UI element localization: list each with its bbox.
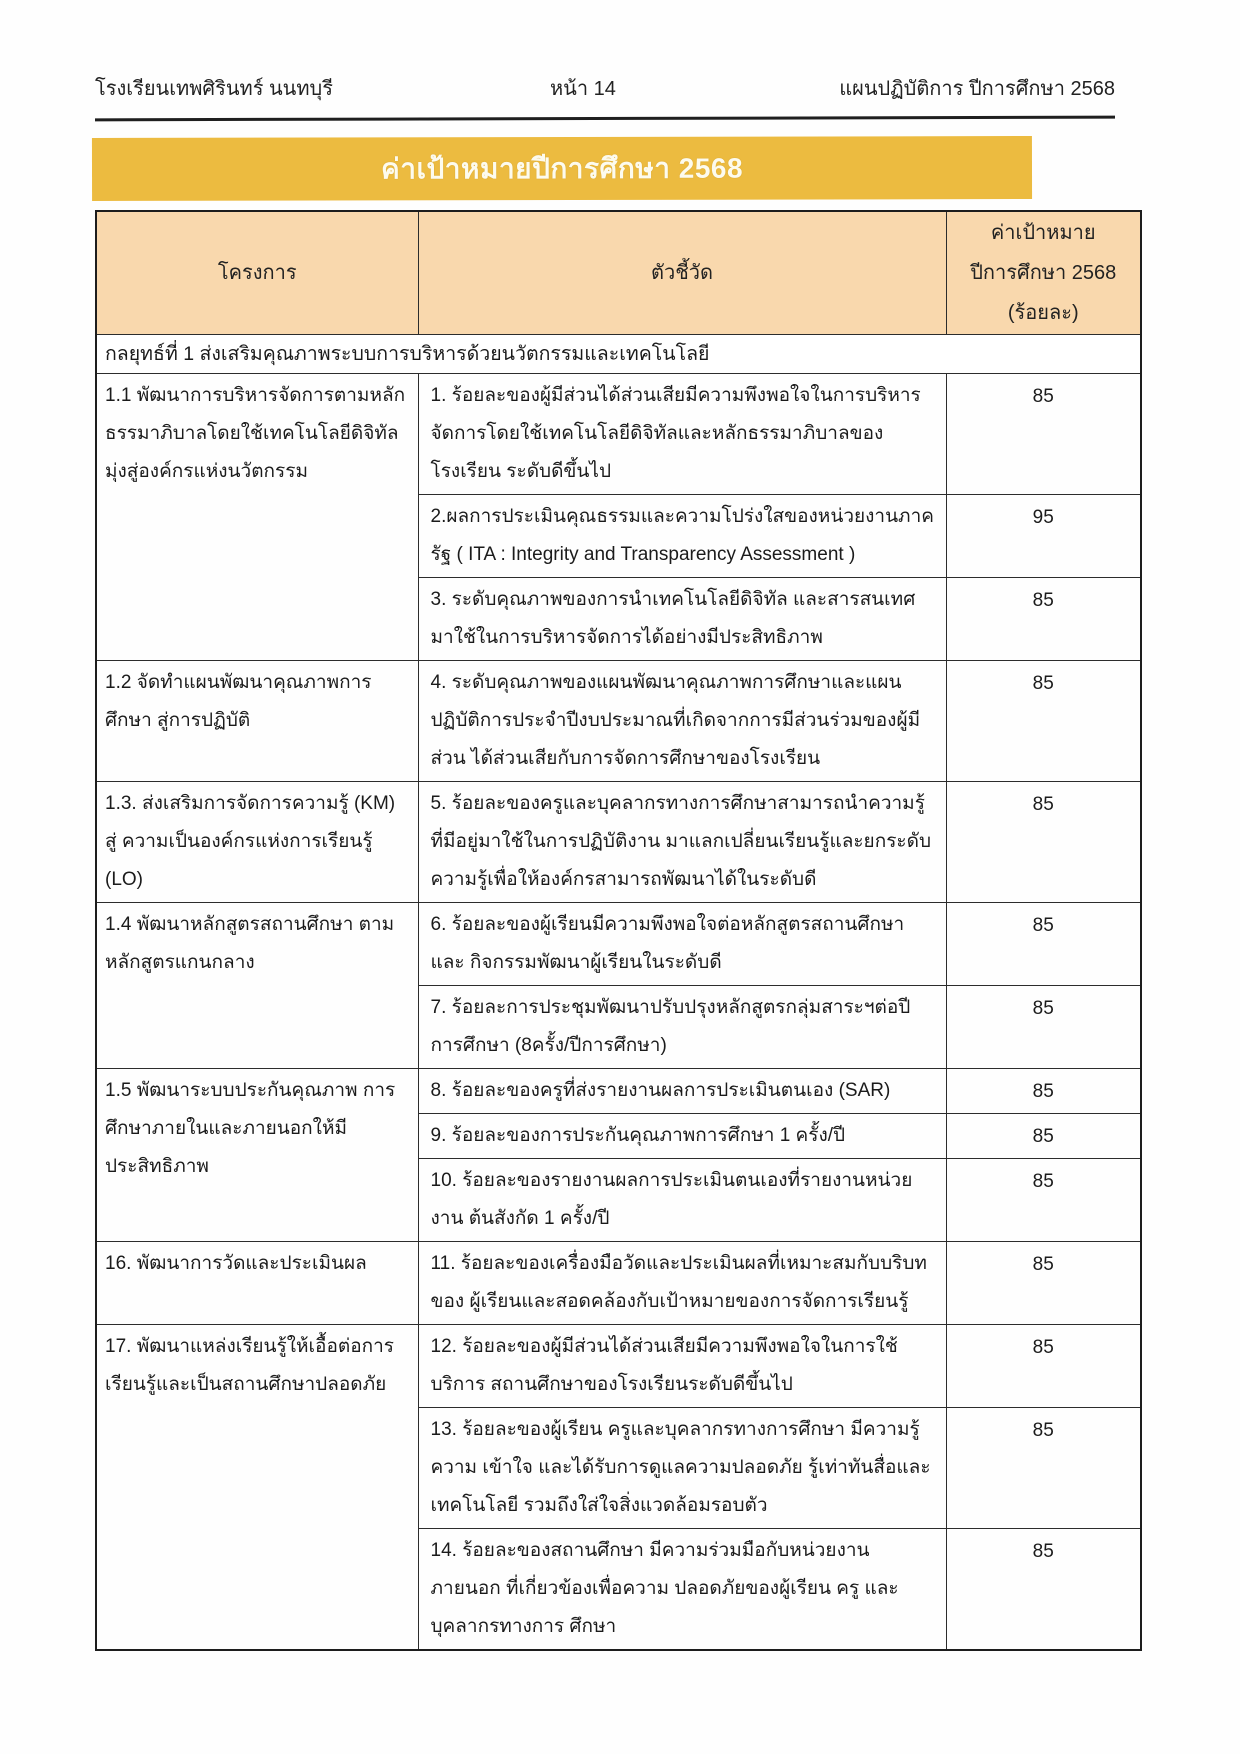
indicator-cell: 2.ผลการประเมินคุณธรรมและความโปร่งใสของหน่วยงานภาครัฐ ( ITA : Integrity and Transparency Assessment ) — [418, 495, 946, 578]
column-header-target — [946, 211, 1141, 335]
indicator-cell: 13. ร้อยละของผู้เรียน ครูและบุคลากรทางการศึกษา มีความรู้ความ เข้าใจ และได้รับการดูแลความปลอดภัย รู้เท่าทันสื่อและเทคโนโลยี รวมถึงใส่ใจสิ่งแวดล้อมรอบตัว — [418, 1408, 946, 1529]
project-cell: 17. พัฒนาแหล่งเรียนรู้ให้เอื้อต่อการ เรียนรู้และเป็นสถานศึกษาปลอดภัย — [96, 1325, 418, 1651]
plan-name: แผนปฏิบัติการ ปีการศึกษา 2568 — [839, 78, 1115, 100]
indicator-row — [96, 903, 1141, 986]
target-value-cell: 95 — [946, 495, 1141, 578]
target-header-line: ค่าเป้าหมาย — [990, 222, 1096, 244]
indicator-cell: 3. ระดับคุณภาพของการนำเทคโนโลยีดิจิทัล และสารสนเทศ มาใช้ในการบริหารจัดการได้อย่างมีประสิทธิภาพ — [418, 578, 946, 661]
indicator-cell: 10. ร้อยละของรายงานผลการประเมินตนเองที่รายงานหน่วยงาน ต้นสังกัด 1 ครั้ง/ปี — [418, 1159, 946, 1242]
indicator-cell: 6. ร้อยละของผู้เรียนมีความพึงพอใจต่อหลักสูตรสถานศึกษาและ กิจกรรมพัฒนาผู้เรียนในระดับดี — [418, 903, 946, 986]
project-cell: 1.3. ส่งเสริมการจัดการความรู้ (KM) สู่ ความเป็นองค์กรแห่งการเรียนรู้ (LO) — [96, 782, 418, 903]
indicator-row — [96, 1325, 1141, 1408]
target-value-cell: 85 — [946, 1325, 1141, 1408]
indicator-row — [96, 782, 1141, 903]
strategy-row — [96, 335, 1141, 374]
running-header — [95, 72, 1115, 104]
school-name: โรงเรียนเทพศิรินทร์ นนทบุรี — [95, 78, 333, 100]
target-value-cell: 85 — [946, 1529, 1141, 1651]
project-cell: 1.4 พัฒนาหลักสูตรสถานศึกษา ตามหลักสูตรแกนกลาง — [96, 903, 418, 1069]
column-header-indicator: ตัวชี้วัด — [418, 211, 946, 335]
target-value-cell: 85 — [946, 578, 1141, 661]
indicator-cell: 1. ร้อยละของผู้มีส่วนได้ส่วนเสียมีความพึงพอใจในการบริหาร จัดการโดยใช้เทคโนโลยีดิจิทัลและหลักธรรมาภิบาลของโรงเรียน ระดับดีขึ้นไป — [418, 374, 946, 495]
target-value-cell: 85 — [946, 986, 1141, 1069]
indicator-cell: 8. ร้อยละของครูที่ส่งรายงานผลการประเมินตนเอง (SAR) — [418, 1069, 946, 1114]
indicator-cell: 5. ร้อยละของครูและบุคลากรทางการศึกษาสามารถนำความรู้ ที่มีอยู่มาใช้ในการปฏิบัติงาน มาแลกเปลี่ยนเรียนรู้และยกระดับ ความรู้เพื่อให้องค์กรสามารถพัฒนาได้ในระดับดี — [418, 782, 946, 903]
target-value-cell: 85 — [946, 782, 1141, 903]
indicator-cell: 12. ร้อยละของผู้มีส่วนได้ส่วนเสียมีความพึงพอใจในการใช้บริการ สถานศึกษาของโรงเรียนระดับดีขึ้นไป — [418, 1325, 946, 1408]
column-header-project: โครงการ — [96, 211, 418, 335]
header-divider — [95, 116, 1115, 122]
project-cell: 1.5 พัฒนาระบบประกันคุณภาพ การศึกษาภายในและภายนอกให้มี ประสิทธิภาพ — [96, 1069, 418, 1242]
indicator-row — [96, 1069, 1141, 1114]
strategy-title: กลยุทธ์ที่ 1 ส่งเสริมคุณภาพระบบการบริหารด้วยนวัตกรรมและเทคโนโลยี — [96, 335, 1141, 374]
title-banner — [92, 136, 1032, 201]
target-header-line: ปีการศึกษา 2568 — [970, 262, 1117, 284]
table-header-row — [96, 211, 1141, 335]
indicator-cell: 4. ระดับคุณภาพของแผนพัฒนาคุณภาพการศึกษาและแผน ปฏิบัติการประจำปีงบประมาณที่เกิดจากการมีส่วนร่วมของผู้มีส่วน ได้ส่วนเสียกับการจัดการศึกษาของโรงเรียน — [418, 661, 946, 782]
target-value-cell: 85 — [946, 1159, 1141, 1242]
project-cell: 1.1 พัฒนาการบริหารจัดการตามหลัก ธรรมาภิบาลโดยใช้เทคโนโลยีดิจิทัล มุ่งสู่องค์กรแห่งนวัตกรรม — [96, 374, 418, 661]
indicator-cell: 14. ร้อยละของสถานศึกษา มีความร่วมมือกับหน่วยงานภายนอก ที่เกี่ยวข้องเพื่อความ ปลอดภัยของผู้เรียน ครู และบุคลากรทางการ ศึกษา — [418, 1529, 946, 1651]
project-cell: 1.2 จัดทำแผนพัฒนาคุณภาพการศึกษา สู่การปฏิบัติ — [96, 661, 418, 782]
page-number: หน้า 14 — [550, 78, 616, 100]
targets-table — [95, 210, 1142, 1651]
indicator-row — [96, 1242, 1141, 1325]
target-value-cell: 85 — [946, 903, 1141, 986]
project-cell: 16. พัฒนาการวัดและประเมินผล — [96, 1242, 418, 1325]
target-header-line: (ร้อยละ) — [1007, 302, 1079, 324]
target-value-cell: 85 — [946, 1114, 1141, 1159]
indicator-row — [96, 374, 1141, 495]
indicator-row — [96, 661, 1141, 782]
target-value-cell: 85 — [946, 661, 1141, 782]
banner-title: ค่าเป้าหมายปีการศึกษา 2568 — [380, 152, 744, 184]
target-value-cell: 85 — [946, 1242, 1141, 1325]
target-value-cell: 85 — [946, 374, 1141, 495]
indicator-cell: 7. ร้อยละการประชุมพัฒนาปรับปรุงหลักสูตรกลุ่มสาระฯต่อปี การศึกษา (8ครั้ง/ปีการศึกษา) — [418, 986, 946, 1069]
target-value-cell: 85 — [946, 1408, 1141, 1529]
target-value-cell: 85 — [946, 1069, 1141, 1114]
indicator-cell: 11. ร้อยละของเครื่องมือวัดและประเมินผลที่เหมาะสมกับบริบทของ ผู้เรียนและสอดคล้องกับเป้าหมายของการจัดการเรียนรู้ — [418, 1242, 946, 1325]
indicator-cell: 9. ร้อยละของการประกันคุณภาพการศึกษา 1 ครั้ง/ปี — [418, 1114, 946, 1159]
